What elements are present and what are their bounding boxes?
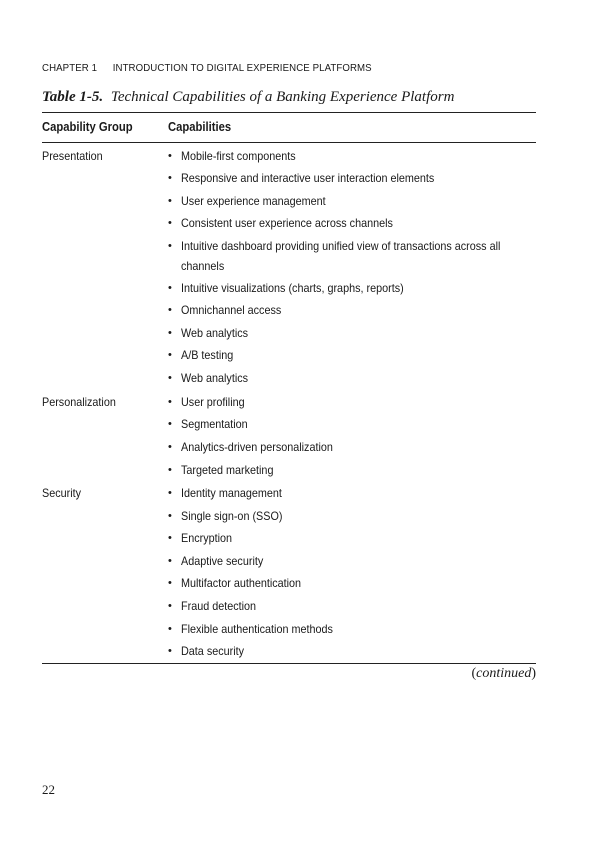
bullet-icon: • xyxy=(168,510,172,522)
bullet-icon: • xyxy=(168,217,172,229)
bullet-icon: • xyxy=(168,555,172,567)
list-item: • Targeted marketing xyxy=(168,460,538,480)
list-item: • Encryption xyxy=(168,528,538,548)
bullet-icon: • xyxy=(168,349,172,361)
continued-note: (continued) xyxy=(471,666,536,681)
continued-label: continued xyxy=(476,666,532,681)
list-item: • Segmentation xyxy=(168,414,538,434)
table-header-rule xyxy=(42,142,536,143)
bullet-icon: • xyxy=(168,464,172,476)
list-item: • Consistent user experience across channels xyxy=(168,213,538,233)
list-item: • A/B testing xyxy=(168,345,538,365)
bullet-icon: • xyxy=(168,532,172,544)
bullet-icon: • xyxy=(168,172,172,184)
table-bottom-rule xyxy=(42,663,536,664)
bullet-icon: • xyxy=(168,487,172,499)
list-item: • Single sign-on (SSO) xyxy=(168,506,538,526)
bullet-icon: • xyxy=(168,577,172,589)
list-item: • Data security xyxy=(168,641,538,661)
list-item: • Web analytics xyxy=(168,323,538,343)
bullet-icon: • xyxy=(168,645,172,657)
bullet-icon: • xyxy=(168,441,172,453)
table-title: Technical Capabilities of a Banking Experience Platform xyxy=(110,89,455,105)
list-item: • User profiling xyxy=(168,392,538,412)
table-number: Table 1-5. xyxy=(42,89,104,105)
list-item: • Intuitive dashboard providing unified view of transactions across all channels xyxy=(168,236,538,276)
column-header-capabilities: Capabilities xyxy=(168,120,232,134)
list-item: • Responsive and interactive user interaction elements xyxy=(168,168,538,188)
list-item: • Omnichannel access xyxy=(168,300,538,320)
list-item: • Flexible authentication methods xyxy=(168,619,538,639)
list-item: • Analytics-driven personalization xyxy=(168,437,538,457)
bullet-icon: • xyxy=(168,304,172,316)
bullet-icon: • xyxy=(168,327,172,339)
list-item: • Intuitive visualizations (charts, graphs, reports) xyxy=(168,278,538,298)
list-item: • Fraud detection xyxy=(168,596,538,616)
bullet-icon: • xyxy=(168,282,172,294)
chapter-title: INTRODUCTION TO DIGITAL EXPERIENCE PLATFORMS xyxy=(112,62,372,74)
bullet-icon: • xyxy=(168,600,172,612)
bullet-icon: • xyxy=(168,150,172,162)
list-item: • User experience management xyxy=(168,191,538,211)
list-item: • Web analytics xyxy=(168,368,538,388)
bullet-icon: • xyxy=(168,396,172,408)
list-item: • Identity management xyxy=(168,483,538,503)
list-item: • Multifactor authentication xyxy=(168,573,538,593)
table-caption xyxy=(42,89,454,106)
group-label-security: Security xyxy=(42,486,82,500)
column-header-capability-group: Capability Group xyxy=(42,120,133,134)
bullet-icon: • xyxy=(168,623,172,635)
group-label-personalization: Personalization xyxy=(42,395,116,409)
group-label-presentation: Presentation xyxy=(42,149,103,163)
list-item: • Adaptive security xyxy=(168,551,538,571)
chapter-label: CHAPTER 1 xyxy=(42,62,98,74)
bullet-icon: • xyxy=(168,195,172,207)
table-top-rule xyxy=(42,112,536,113)
bullet-icon: • xyxy=(168,240,172,252)
list-item: • Mobile-first components xyxy=(168,146,538,166)
bullet-icon: • xyxy=(168,372,172,384)
bullet-icon: • xyxy=(168,418,172,430)
running-head xyxy=(42,62,372,74)
page-number: 22 xyxy=(42,782,55,797)
